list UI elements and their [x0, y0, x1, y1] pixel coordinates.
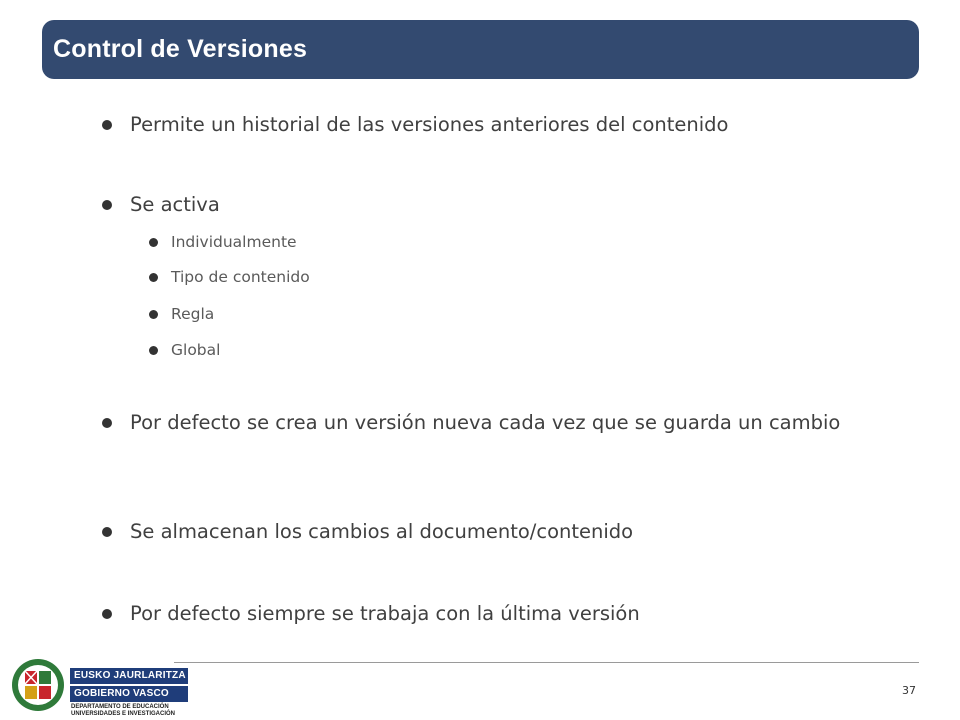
title-bar	[42, 20, 919, 79]
sub-bullet-text: Individualmente	[171, 233, 297, 251]
sub-bullet-item	[149, 232, 297, 252]
bullet-text: Se activa	[130, 193, 220, 216]
logo-line2: GOBIERNO VASCO	[70, 686, 188, 702]
government-logo	[10, 657, 185, 715]
logo-dept-line2: UNIVERSIDADES E INVESTIGACIÓN	[71, 711, 176, 717]
sub-bullet-text: Tipo de contenido	[171, 268, 310, 286]
bullet-item	[104, 520, 894, 544]
sub-bullet-item	[149, 267, 310, 287]
bullet-text: Por defecto se crea un versión nueva cada vez que se guarda un cambio	[130, 411, 841, 434]
sub-bullet-text: Regla	[171, 305, 215, 323]
coat-of-arms-icon	[10, 657, 66, 713]
bullet-text: Permite un historial de las versiones anteriores del contenido	[130, 113, 729, 136]
bullet-text: Se almacenan los cambios al documento/contenido	[130, 520, 634, 543]
bullet-text: Por defecto siempre se trabaja con la última versión	[130, 602, 640, 625]
bullet-item	[104, 113, 894, 137]
sub-bullet-item	[149, 340, 220, 360]
bullet-item	[104, 411, 894, 435]
bullet-item	[104, 602, 894, 626]
bullet-item	[104, 193, 894, 217]
logo-department	[71, 704, 175, 718]
sub-bullet-item	[149, 304, 214, 324]
logo-dept-line1: DEPARTAMENTO DE EDUCACIÓN	[71, 704, 169, 710]
footer-divider	[174, 662, 919, 663]
sub-bullet-text: Global	[171, 341, 221, 359]
logo-line1: EUSKO JAURLARITZA	[70, 668, 188, 684]
slide-title: Control de Versiones	[53, 35, 308, 63]
page-number: 37	[902, 684, 916, 697]
